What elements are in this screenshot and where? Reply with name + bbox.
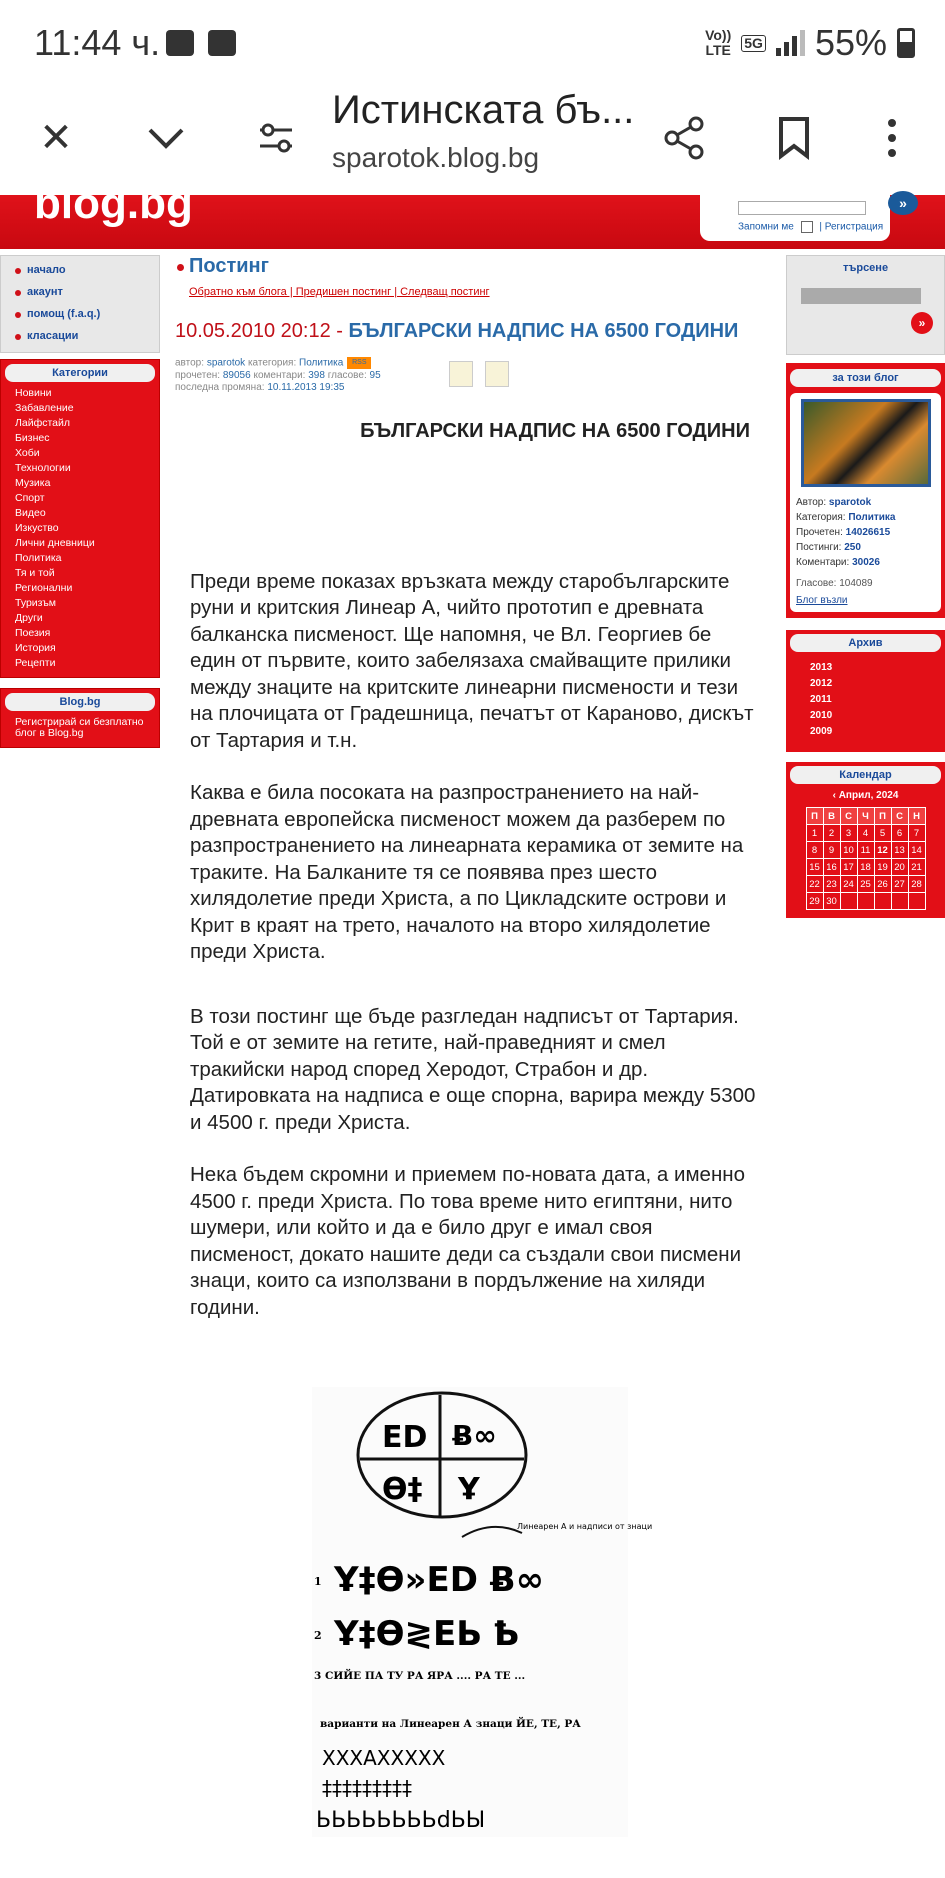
page-title: Истинската бъ... [332,88,635,132]
calendar-day[interactable]: 12 [874,842,891,859]
battery-percent: 55% [814,22,887,63]
category-item[interactable]: Видео [15,507,46,519]
calendar-day[interactable]: 19 [874,859,891,876]
calendar-day[interactable]: 23 [823,876,840,893]
page-url[interactable]: sparotok.blog.bg [332,142,540,173]
categories-list [1,386,159,671]
svg-text:Ұ‡Ө≷ЕЬ Ҍ: Ұ‡Ө≷ЕЬ Ҍ [334,1614,520,1654]
archive-year[interactable]: 2009 [810,726,833,737]
post-modified: 10.11.2013 19:35 [267,381,345,393]
post-comment-count: 398 [308,369,325,381]
category-item[interactable]: Технологии [15,462,71,474]
search-go-icon[interactable]: » [911,312,933,334]
site-settings-icon[interactable] [246,108,306,168]
login-go-icon[interactable]: » [888,191,918,215]
svg-text:Ө‡: Ө‡ [382,1472,423,1507]
calendar-day[interactable]: 7 [908,825,925,842]
calendar-day[interactable]: 9 [823,842,840,859]
calendar-day[interactable]: 29 [806,893,823,910]
tartaria-tablet-image [312,1387,653,1837]
login-input[interactable] [738,201,866,215]
post-category[interactable]: Политика [299,357,344,369]
svg-text:‡‡‡‡‡‡‡‡‡: ‡‡‡‡‡‡‡‡‡ [322,1776,412,1800]
calendar-day[interactable]: 15 [806,859,823,876]
site-logo[interactable]: blog.bg [34,179,193,228]
post-author[interactable]: sparotok [206,357,246,369]
calendar-day[interactable]: 14 [908,842,925,859]
status-time: 11:44 ч. [34,22,161,63]
post-date: 10.05.2010 20:12 - [175,320,343,342]
post-content [175,255,780,1321]
archive-header: Архив [790,634,941,652]
about-posts: Постинги: 250 [796,542,861,553]
archive-year[interactable]: 2010 [810,710,833,721]
categories-header: Категории [5,364,155,382]
remember-me-label[interactable]: Запомни ме [738,221,794,233]
category-item[interactable]: Политика [15,552,62,564]
calendar-day[interactable]: 27 [891,876,908,893]
category-item[interactable]: Забавление [15,402,74,414]
category-item[interactable]: Туризъм [15,597,57,609]
author-avatar[interactable] [801,399,931,487]
site-banner [0,179,945,249]
post-title: БЪЛГАРСКИ НАДПИС НА 6500 ГОДИНИ [348,320,739,342]
svg-text:2: 2 [314,1629,322,1642]
calendar-day[interactable]: 18 [857,859,874,876]
calendar-day[interactable]: 6 [891,825,908,842]
category-item[interactable]: Регионални [15,582,73,594]
calendar-day[interactable]: 16 [823,859,840,876]
category-item[interactable]: Лайфстайл [15,417,71,429]
battery-icon [897,28,915,58]
about-read: Прочетен: 14026615 [796,527,891,538]
post-vote-count: 95 [369,369,381,381]
archive-year[interactable]: 2011 [810,694,832,705]
calendar-day[interactable]: 17 [840,859,857,876]
tablet-drawing [312,1387,653,1837]
category-item[interactable]: Спорт [15,492,45,504]
register-blog-link[interactable]: Регистрирай си безплатно блог в Blog.bg [15,716,144,739]
calendar-day[interactable]: 26 [874,876,891,893]
post-read-count: 89056 [222,369,251,381]
share-icon[interactable] [654,108,714,168]
register-link[interactable]: | Регистрация [819,221,884,233]
calendar-day[interactable]: 24 [840,876,857,893]
network-type-badge: 5G [741,35,766,52]
calendar-header: Календар [790,766,941,784]
archive-year[interactable]: 2013 [810,662,833,673]
calendar-box [786,762,945,918]
bookmark-icon[interactable] [764,108,824,168]
calendar-day[interactable]: 20 [891,859,908,876]
about-blog-box [786,363,945,618]
calendar-day[interactable]: 3 [840,825,857,842]
post-section-heading: Постинг [175,255,780,278]
calendar-day[interactable]: 25 [857,876,874,893]
svg-text:ХХХАХХХХХ: ХХХАХХХХХ [322,1746,446,1770]
calendar-day[interactable]: 30 [823,893,840,910]
post-meta: автор: sparotok категория: Политика RSS прочетен: 89056 коментари: 398 гласове: 95 последна промяна: 10.11.2013 19:35 [175,357,780,394]
category-item[interactable]: Лични дневници [15,537,95,549]
archive-box [786,630,945,752]
calendar-day[interactable]: 11 [857,842,874,859]
signal-icon [776,30,805,56]
rss-icon[interactable]: RSS [347,357,371,369]
checkbox-icon [208,30,236,56]
svg-text:Ұ‡Ө»ЕD Ƀ∞: Ұ‡Ө»ЕD Ƀ∞ [334,1560,545,1600]
article-paragraph: В този постинг ще бъде разгледан надписът от Тартария. Той е от земите на гетите, най-праведният и смел тракийски народ според Херодот, Страбон и др. Датировката на надписа е още спорна, варира между 5300 и 4500 г. преди Христа. [190,1004,756,1134]
calendar-day[interactable]: 4 [857,825,874,842]
category-item[interactable]: Други [15,612,43,624]
image-caption-right: Линеарен А и надписи от знаци [517,1522,653,1531]
post-navigation-links[interactable]: Обратно към блога | Предишен постинг | Следващ постинг [189,286,490,298]
search-header: търсене [842,262,889,274]
image-line3: 3 СИЙЕ ПА ТУ РА ЯРА .... РА ТЕ ... [314,1670,526,1682]
archive-year[interactable]: 2012 [810,678,833,689]
blog-links-link[interactable]: Блог възли [796,595,848,606]
calendar-day[interactable]: 10 [840,842,857,859]
nav-account[interactable]: акаунт [1,282,159,304]
category-item[interactable]: Новини [15,387,52,399]
status-right [705,22,915,64]
categories-box [0,359,160,678]
category-item[interactable]: Изкуство [15,522,59,534]
nav-home[interactable]: начало [1,260,159,282]
about-author: Автор: sparotok [796,497,872,508]
svg-text:Ұ: Ұ [458,1472,480,1507]
blogbg-box [0,688,160,748]
category-item[interactable]: Рецепти [15,657,56,669]
svg-text:ЬЬЬЬЬЬЬЬdЬЫ: ЬЬЬЬЬЬЬЬdЬЫ [316,1808,486,1833]
about-comments: Коментари: 30026 [796,557,880,568]
right-column [786,255,945,918]
about-category: Категория: Политика [796,512,896,523]
about-header: за този блог [790,369,941,387]
favorite-icon[interactable] [449,361,473,387]
left-nav [0,255,160,353]
calendar-grid: П В С Ч П С Н 1 2 3 4 5 6 7 8 9 10 11 12 13 14 15 16 17 18 19 20 21 22 23 24 25 26 27 28 29 30 [806,807,926,910]
web-page [0,179,945,1878]
nav-rankings[interactable]: класации [1,326,159,348]
remember-me-checkbox[interactable] [801,221,813,233]
login-links [738,221,883,233]
edit-icon[interactable] [485,361,509,387]
more-menu-icon[interactable] [862,108,922,168]
category-item[interactable]: Музика [15,477,51,489]
post-date-title [175,320,780,343]
left-column [0,255,160,758]
category-item[interactable]: Тя и той [15,567,55,579]
calendar-day[interactable]: 13 [891,842,908,859]
search-input[interactable] [801,288,921,304]
volte-indicator: Vo)) LTE [705,27,732,58]
calendar-month: ‹ Април, 2024 [832,790,899,801]
category-item[interactable]: История [15,642,56,654]
svg-text:1: 1 [314,1575,322,1588]
gallery-icon [166,30,194,56]
calendar-day[interactable]: 1 [806,825,823,842]
login-box [700,195,890,241]
article-paragraph: Преди време показах връзката между старобългарските руни и критския Линеар А, чийто прототип е древната балканска писменост. Ще напомня, че Вл. Георгиев бе един от първите, които забелязаха смайващите прилики между знаците на критските линеарни писмености и тези на плочицата от Градешница, печатът от Караново, дискът от Тартария и т.н. [190,569,754,752]
search-box [786,255,945,355]
category-item[interactable]: Хоби [15,447,40,459]
category-item[interactable]: Поезия [15,627,51,639]
article-title: БЪЛГАРСКИ НАДПИС НА 6500 ГОДИНИ [360,419,750,442]
blogbg-header: Blog.bg [5,693,155,711]
article-paragraph: Нека бъдем скромни и приемем по-новата дата, а именно 4500 г. преди Христа. По това време нито египтяни, нито шумери, или който и да е било друг е имал своя писменост, докато нашите деди са създали свои писмени знаци, които са използвани в пордължение на хиляди години. [190,1163,745,1319]
article-paragraph: Каква е била посоката на разпространението на най-древната европейска писменост можем да разберем по разпространението на линеарната керамика от земите на траките. На Балканите тя се появява през шесто хилядолетие преди Христа, а по Цикладските острови и Крит в краят на трето, началото на второ хилядолетие преди Христа. [190,781,744,964]
calendar-day[interactable]: 8 [806,842,823,859]
calendar-day[interactable]: 2 [823,825,840,842]
calendar-day[interactable]: 5 [874,825,891,842]
image-variants-caption: варианти на Линеарен А знаци ЙЕ, ТЕ, РА [320,1718,581,1730]
svg-text:Ƀ∞: Ƀ∞ [452,1419,497,1452]
svg-text:ЕD: ЕD [382,1420,428,1455]
calendar-day[interactable]: 28 [908,876,925,893]
about-votes: Гласове: 104089 [796,578,873,589]
calendar-day[interactable]: 21 [908,859,925,876]
nav-help[interactable]: помощ (f.a.q.) [1,304,159,326]
close-icon[interactable]: ✕ [39,116,73,160]
category-item[interactable]: Бизнес [15,432,50,444]
chevron-down-icon[interactable] [136,108,196,168]
calendar-day[interactable]: 22 [806,876,823,893]
status-bar [0,0,945,90]
